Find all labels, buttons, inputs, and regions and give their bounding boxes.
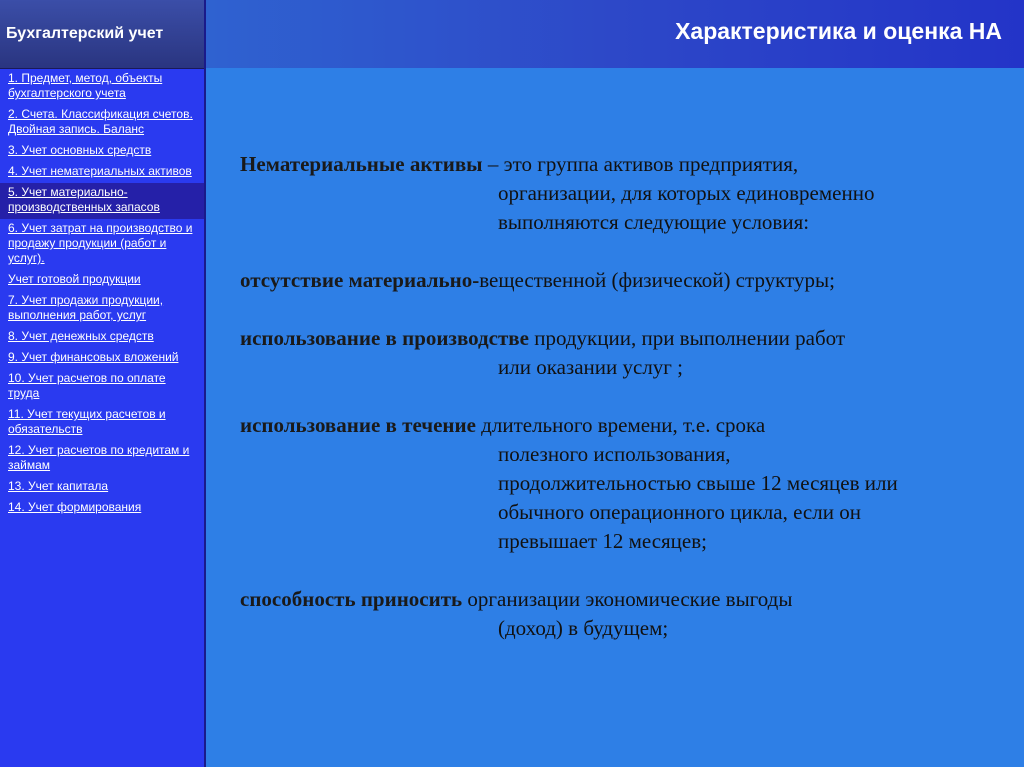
page-title: Характеристика и оценка НА: [675, 18, 1002, 44]
sidebar: [0, 0, 206, 767]
text-line: выполняются следующие условия:: [498, 210, 810, 234]
text-line: [240, 585, 1000, 614]
sidebar-item-13[interactable]: 13. Учет капитала: [8, 479, 109, 493]
condition-term: отсутствие материально-: [240, 268, 480, 292]
sidebar-item-6[interactable]: 6. Учет затрат на производство и продажу продукции (работ и услуг).: [8, 221, 193, 265]
text-line: (доход) в будущем;: [498, 616, 669, 640]
definition-text: – это группа активов предприятия,: [482, 152, 799, 176]
text-line: [240, 150, 1000, 179]
sidebar-item-1[interactable]: 1. Предмет, метод, объекты бухгалтерского учета: [8, 71, 163, 100]
sidebar-item-4[interactable]: 4. Учет нематериальных активов: [8, 164, 192, 178]
sidebar-item-2[interactable]: 2. Счета. Классификация счетов. Двойная запись. Баланс: [8, 107, 193, 136]
condition-use-in-production: [240, 324, 1000, 382]
text-line: [240, 266, 1000, 295]
header-bar: [206, 0, 1024, 68]
sidebar-item-9[interactable]: 9. Учет финансовых вложений: [8, 350, 179, 364]
sidebar-item-12[interactable]: 12. Учет расчетов по кредитам и займам: [8, 443, 190, 472]
text-line: продолжительностью свыше 12 месяцев или: [498, 471, 898, 495]
sidebar-item-10[interactable]: 10. Учет расчетов по оплате труда: [8, 371, 166, 400]
text-line: полезного использования,: [498, 442, 731, 466]
text-line: превышает 12 месяцев;: [498, 529, 707, 553]
condition-long-term-use: [240, 411, 1000, 556]
condition-text: организации экономические выгоды: [462, 587, 793, 611]
text-line: организации, для которых единовременно: [498, 181, 875, 205]
text-line: или оказании услуг ;: [498, 355, 683, 379]
condition-economic-benefits: [240, 585, 1000, 643]
sidebar-item-11[interactable]: 11. Учет текущих расчетов и обязательств: [8, 407, 166, 436]
text-line: [240, 411, 1000, 440]
sidebar-item-6b[interactable]: Учет готовой продукции: [8, 272, 141, 286]
sidebar-item-14[interactable]: 14. Учет формирования: [8, 500, 142, 514]
condition-text: вещественной (физической) структуры;: [479, 268, 835, 292]
condition-term: использование в производстве: [240, 326, 529, 350]
sidebar-item-8[interactable]: 8. Учет денежных средств: [8, 329, 154, 343]
sidebar-item-5[interactable]: 5. Учет материально-производственных запасов: [0, 183, 204, 219]
slide-content: [240, 150, 1000, 672]
term-intangible-assets: Нематериальные активы: [240, 152, 483, 176]
text-line: [240, 324, 1000, 353]
sidebar-nav: [0, 69, 204, 519]
definition-paragraph: [240, 150, 1000, 237]
condition-no-physical-structure: [240, 266, 1000, 295]
condition-text: продукции, при выполнении работ: [528, 326, 846, 350]
text-line: обычного операционного цикла, если он: [498, 500, 861, 524]
condition-term: способность приносить: [240, 587, 463, 611]
sidebar-title: Бухгалтерский учет: [0, 0, 204, 69]
sidebar-item-7[interactable]: 7. Учет продажи продукции, выполнения работ, услуг: [8, 293, 164, 322]
condition-term: использование в течение: [240, 413, 476, 437]
sidebar-item-3[interactable]: 3. Учет основных средств: [8, 143, 152, 157]
condition-text: длительного времени, т.е. срока: [475, 413, 766, 437]
